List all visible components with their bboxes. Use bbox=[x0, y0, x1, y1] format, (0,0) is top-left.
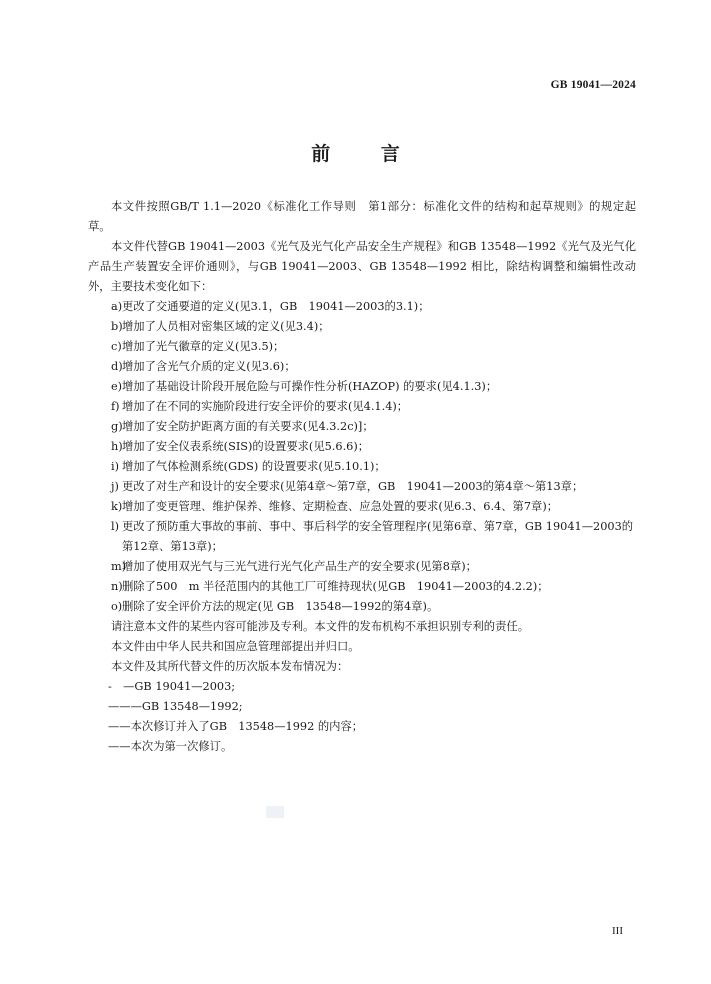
list-item-text: 增加了光气徽章的定义(见3.5)； bbox=[122, 340, 285, 353]
list-item-text: 更改了预防重大事故的事前、事中、事后科学的安全管理程序(见第6章、第7章，GB 19041—2003的第12章、第13章)； bbox=[122, 520, 634, 553]
list-item-text: 更改了交通要道的定义(见3.1，GB 19041—2003的3.1)； bbox=[122, 300, 430, 313]
list-item bbox=[88, 437, 636, 457]
list-item-text: 增加了基础设计阶段开展危险与可操作性分析(HAZOP) 的要求(见4.1.3)； bbox=[122, 380, 498, 393]
list-item-text: 更改了对生产和设计的安全要求(见第4章～第7章，GB 19041—2003的第4章～第13章； bbox=[122, 480, 584, 493]
list-item bbox=[88, 337, 636, 357]
list-item bbox=[88, 517, 636, 557]
list-item-text: 增加了安全仪表系统(SIS)的设置要求(见5.6.6)； bbox=[122, 440, 370, 453]
list-item bbox=[88, 557, 636, 577]
list-marker: c) bbox=[111, 340, 122, 353]
document-body bbox=[88, 197, 636, 757]
document-id: GB 19041—2024 bbox=[550, 79, 636, 91]
list-item bbox=[88, 377, 636, 397]
list-marker: d) bbox=[111, 360, 123, 373]
list-item-text: 增加了气体检测系统(GDS) 的设置要求(见5.10.1)； bbox=[122, 460, 386, 473]
change-list bbox=[88, 297, 636, 617]
list-marker: n) bbox=[111, 580, 123, 593]
proposer-statement: 本文件由中华人民共和国应急管理部提出并归口。 bbox=[111, 640, 360, 653]
list-marker: k) bbox=[111, 500, 123, 513]
list-item-text: 删除了500 m 半径范围内的其他工厂可维持现状(见GB 19041—2003的4.2.2)； bbox=[122, 580, 549, 593]
list-item bbox=[88, 297, 636, 317]
list-item bbox=[88, 497, 636, 517]
history-line: ——本次修订并入了GB 13548—1992 的内容； bbox=[108, 720, 364, 733]
list-item-text: 增加了使用双光气与三光气进行光气化产品生产的安全要求(见第8章)； bbox=[122, 560, 477, 573]
version-history bbox=[88, 677, 636, 757]
list-marker: l) bbox=[111, 520, 120, 533]
list-marker: a) bbox=[111, 300, 123, 313]
list-marker: j) bbox=[111, 480, 119, 493]
faint-stamp-mark bbox=[266, 806, 284, 818]
list-marker: h) bbox=[111, 440, 123, 453]
list-item bbox=[88, 397, 636, 417]
replacement-paragraph: 本文件代替GB 19041—2003《光气及光气化产品安全生产规程》和GB 13548—1992《光气及光气化产品生产装置安全评价通则》，与GB 19041—2003、GB 13548—1992 相比，除结构调整和编辑性改动外，主要技术变化如下： bbox=[88, 240, 636, 293]
intro-paragraph: 本文件按照GB/T 1.1—2020《标准化工作导则 第1部分：标准化文件的结构和起草规则》的规定起草。 bbox=[88, 200, 636, 233]
list-item-text: 删除了安全评价方法的规定(见 GB 13548—1992的第4章)。 bbox=[122, 600, 439, 613]
list-item-text: 增加了安全防护距离方面的有关要求(见4.3.2c)]； bbox=[122, 420, 374, 433]
patent-notice: 请注意本文件的某些内容可能涉及专利。本文件的发布机构不承担识别专利的责任。 bbox=[111, 620, 529, 633]
list-item-text: 增加了人员相对密集区域的定义(见3.4)； bbox=[122, 320, 330, 333]
history-line: - —GB 19041—2003; bbox=[108, 680, 236, 693]
list-marker: o) bbox=[111, 600, 123, 613]
list-item bbox=[88, 317, 636, 337]
list-item bbox=[88, 577, 636, 597]
list-marker: f) bbox=[111, 400, 120, 413]
list-item bbox=[88, 357, 636, 377]
list-item bbox=[88, 417, 636, 437]
list-item bbox=[88, 597, 636, 617]
page-number: III bbox=[612, 925, 623, 937]
list-item-text: 增加了含光气介质的定义(见3.6)； bbox=[122, 360, 296, 373]
list-item-text: 增加了变更管理、维护保养、维修、定期检查、应急处置的要求(见6.3、6.4、第7章)； bbox=[122, 500, 559, 513]
list-marker: i) bbox=[111, 460, 120, 473]
history-line: ———GB 13548—1992; bbox=[108, 700, 243, 713]
history-intro: 本文件及其所代替文件的历次版本发布情况为： bbox=[111, 660, 349, 673]
list-item bbox=[88, 457, 636, 477]
history-line: ——本次为第一次修订。 bbox=[108, 740, 233, 753]
list-marker: b) bbox=[111, 320, 123, 333]
list-item-text: 增加了在不同的实施阶段进行安全评价的要求(见4.1.4)； bbox=[122, 400, 409, 413]
list-marker: m) bbox=[111, 560, 127, 573]
page-title: 前 言 bbox=[311, 143, 422, 165]
list-item bbox=[88, 477, 636, 497]
list-marker: g) bbox=[111, 420, 123, 433]
list-marker: e) bbox=[111, 380, 123, 393]
